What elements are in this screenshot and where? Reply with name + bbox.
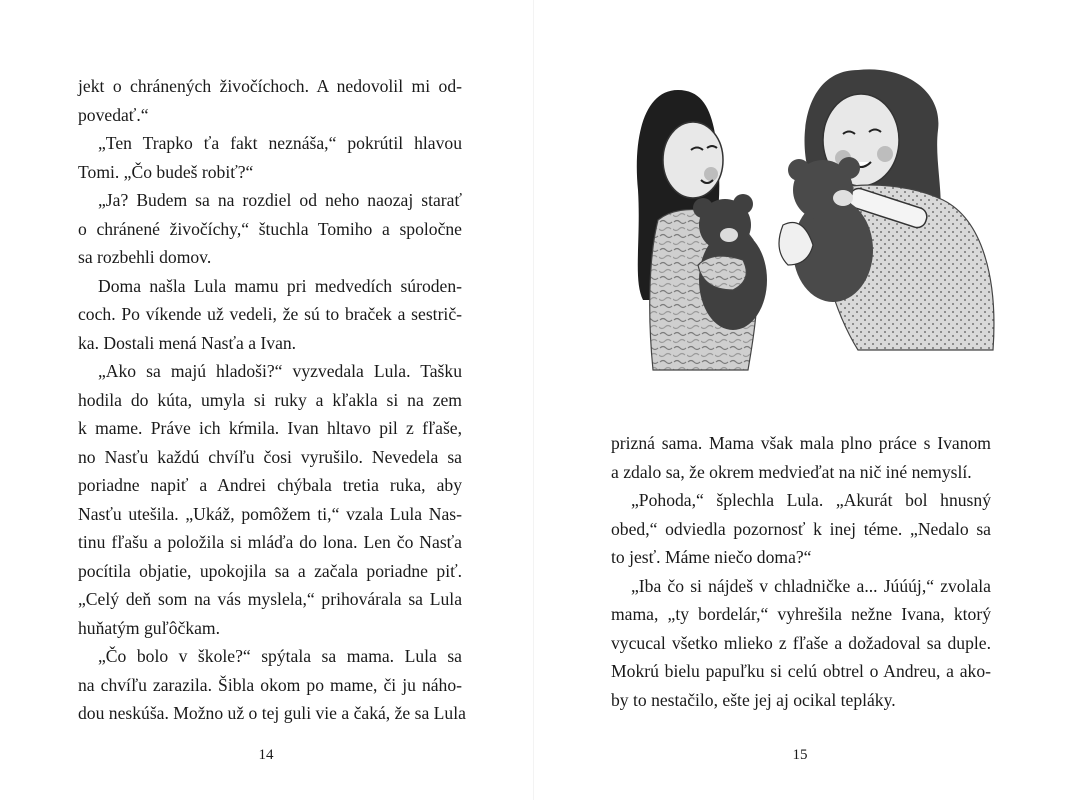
text-line: pocítila objatie, upokojila sa a začala poriadne piť. — [78, 560, 462, 581]
text-line: „Ako sa majú hladoši?“ vyzvedala Lula. Tašku — [98, 361, 462, 381]
left-page — [0, 0, 533, 800]
text-line: Doma našla Lula mamu pri medvedích súroden- — [98, 275, 462, 296]
text-line: „Ja? Budem sa na rozdiel od neho naozaj starať — [98, 190, 462, 210]
left-page-text — [78, 72, 466, 728]
text-line: povedať.“ — [78, 104, 149, 125]
text-line: Nasťu utešila. „Ukáž, pomôžem ti,“ vzala Lula Nas- — [78, 503, 462, 524]
text-line: „Pohoda,“ šplechla Lula. „Akurát bol hnusný — [631, 490, 991, 510]
text-line: „Celý deň som na vás myslela,“ prihovárala sa Lula — [78, 589, 462, 609]
text-line: o chránené živočíchy,“ štuchla Tomiho a spoločne — [78, 218, 462, 239]
right-page-text — [611, 429, 991, 714]
left-page-number: 14 — [258, 747, 274, 763]
text-line: jekt o chránených živočíchoch. A nedovolil mi od- — [78, 76, 462, 96]
text-line: poriadne napiť a Andrei chýbala tretia ruka, aby — [78, 475, 462, 495]
text-line: no Nasťu každú chvíľu čosi vyrušilo. Nevedela sa — [78, 446, 462, 467]
text-line: na chvíľu zarazila. Šibla okom po mame, či ju náho- — [78, 674, 462, 695]
girl-and-mother-with-bear-cubs-illustration — [603, 50, 1003, 380]
text-line: „Čo bolo v škole?“ spýtala sa mama. Lula sa — [98, 646, 462, 666]
text-line: prizná sama. Mama však mala plno práce s Ivanom — [611, 433, 991, 453]
text-line: „Ten Trapko ťa fakt neznáša,“ pokrútil hlavou — [98, 133, 462, 153]
text-line: mama, „ty bordelár,“ vyhrešila nežne Ivana, ktorý — [611, 604, 991, 624]
text-line: Tomi. „Čo budeš robiť?“ — [78, 161, 254, 182]
right-page — [533, 0, 1067, 800]
text-line: Mokrú bielu papuľku si celú obtrel o Andreu, a ako- — [611, 661, 991, 681]
text-line: huňatým guľôčkam. — [78, 617, 221, 638]
text-line: k mame. Práve ich kŕmila. Ivan hltavo pil z fľaše, — [78, 418, 462, 438]
text-line: tinu fľašu a položila si mláďa do lona. Len čo Nasťa — [78, 532, 462, 552]
text-line: hodila do kúta, umyla si ruky a kľakla si na zem — [78, 389, 462, 410]
text-line: „Iba čo si nájdeš v chladničke a... Júúúj,“ zvolala — [631, 575, 991, 596]
text-line: a zdalo sa, že okrem medvieďat na nič iné nemyslí. — [611, 461, 972, 482]
text-line: coch. Po víkende už vedeli, že sú to braček a sestrič- — [78, 304, 462, 324]
text-line: dou neskúša. Možno už o tej guli vie a čaká, že sa Lula — [78, 703, 466, 723]
text-line: sa rozbehli domov. — [78, 247, 212, 267]
text-line: to jesť. Máme niečo doma?“ — [611, 547, 812, 567]
text-line: by to nestačilo, ešte jej aj ocikal tepláky. — [611, 689, 896, 710]
text-line: vycucal všetko mlieko z fľaše a dožadoval sa duple. — [611, 632, 991, 653]
right-page-number: 15 — [792, 747, 808, 763]
text-line: obed,“ odviedla pozornosť k inej téme. „Nedalo sa — [611, 518, 991, 539]
text-line: ka. Dostali mená Nasťa a Ivan. — [78, 332, 297, 353]
